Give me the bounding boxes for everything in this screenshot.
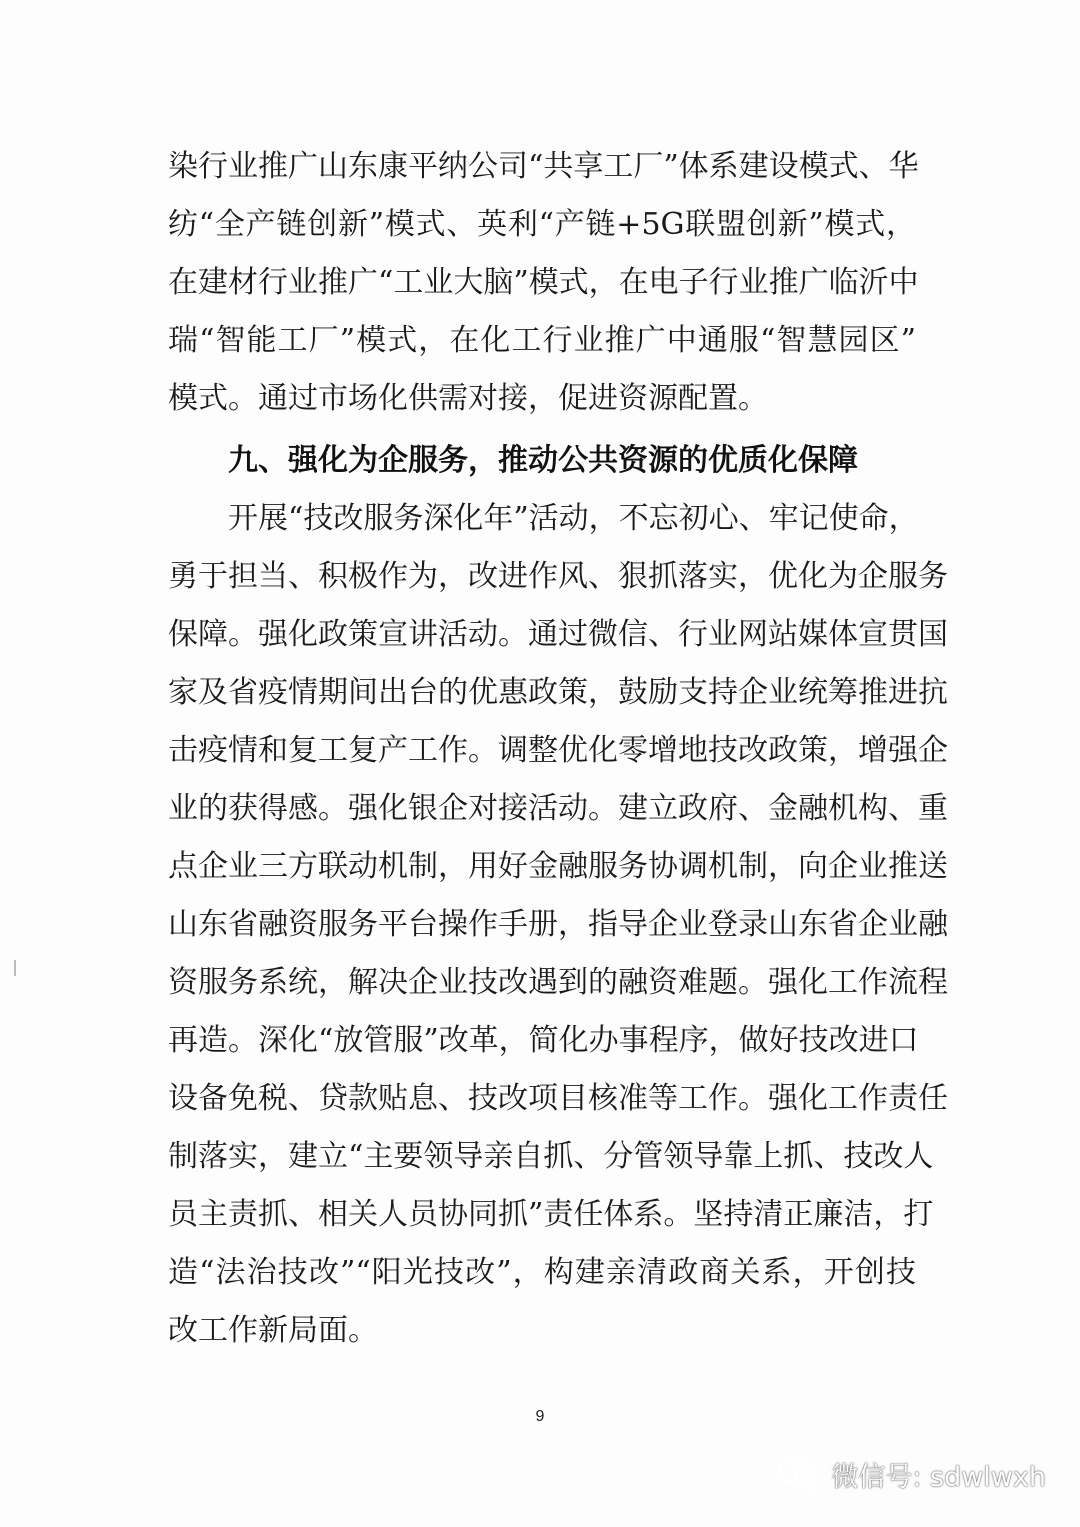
text-line: 染行业推广山东康平纳公司“共享工厂”体系建设模式、华	[168, 149, 919, 184]
watermark-text: 微信号: sdwlwxh	[831, 1461, 1046, 1493]
text-line: 员主责抓、相关人员协同抓”责任体系。坚持清正廉洁，打	[168, 1197, 934, 1232]
text-line: 山东省融资服务平台操作手册，指导企业登录山东省企业融	[168, 907, 948, 942]
text-line: 点企业三方联动机制，用好金融服务协调机制，向企业推送	[168, 849, 948, 884]
paragraph-2	[168, 490, 948, 1360]
wechat-icon	[777, 1454, 821, 1494]
text-line: 勇于担当、积极作为，改进作风、狠抓落实，优化为企服务	[168, 559, 948, 594]
section-heading: 九、强化为企服务，推动公共资源的优质化保障	[228, 443, 858, 478]
text-line: 纺“全产链创新”模式、英利“产链+5G联盟创新”模式，	[168, 207, 916, 242]
text-line: 改工作新局面。	[168, 1313, 378, 1348]
text-line: 模式。通过市场化供需对接，促进资源配置。	[168, 381, 768, 416]
text-line: 资服务系统，解决企业技改遇到的融资难题。强化工作流程	[168, 965, 948, 1000]
text-line: 开展“技改服务深化年”活动，不忘初心、牢记使命，	[228, 501, 919, 536]
paragraph-1	[168, 138, 919, 428]
text-line: 设备免税、贷款贴息、技改项目核准等工作。强化工作责任	[168, 1081, 948, 1116]
page-number: 9	[535, 1408, 545, 1425]
text-line: 再造。深化“放管服”改革，简化办事程序，做好技改进口	[168, 1023, 919, 1058]
text-line: 业的获得感。强化银企对接活动。建立政府、金融机构、重	[168, 791, 948, 826]
text-line: 制落实，建立“主要领导亲自抓、分管领导靠上抓、技改人	[168, 1139, 934, 1174]
scan-margin-mark	[14, 960, 16, 976]
text-line: 保障。强化政策宣讲活动。通过微信、行业网站媒体宣贯国	[168, 617, 948, 652]
text-line: 在建材行业推广“工业大脑”模式，在电子行业推广临沂中	[168, 265, 919, 300]
text-line: 造“法治技改”“阳光技改”，构建亲清政商关系，开创技	[168, 1255, 916, 1290]
text-line: 瑞“智能工厂”模式，在化工行业推广中通服“智慧园区”	[168, 323, 916, 358]
wechat-watermark	[777, 1452, 1046, 1496]
text-line: 击疫情和复工复产工作。调整优化零增地技改政策，增强企	[168, 733, 948, 768]
text-line: 家及省疫情期间出台的优惠政策，鼓励支持企业统筹推进抗	[168, 675, 948, 710]
